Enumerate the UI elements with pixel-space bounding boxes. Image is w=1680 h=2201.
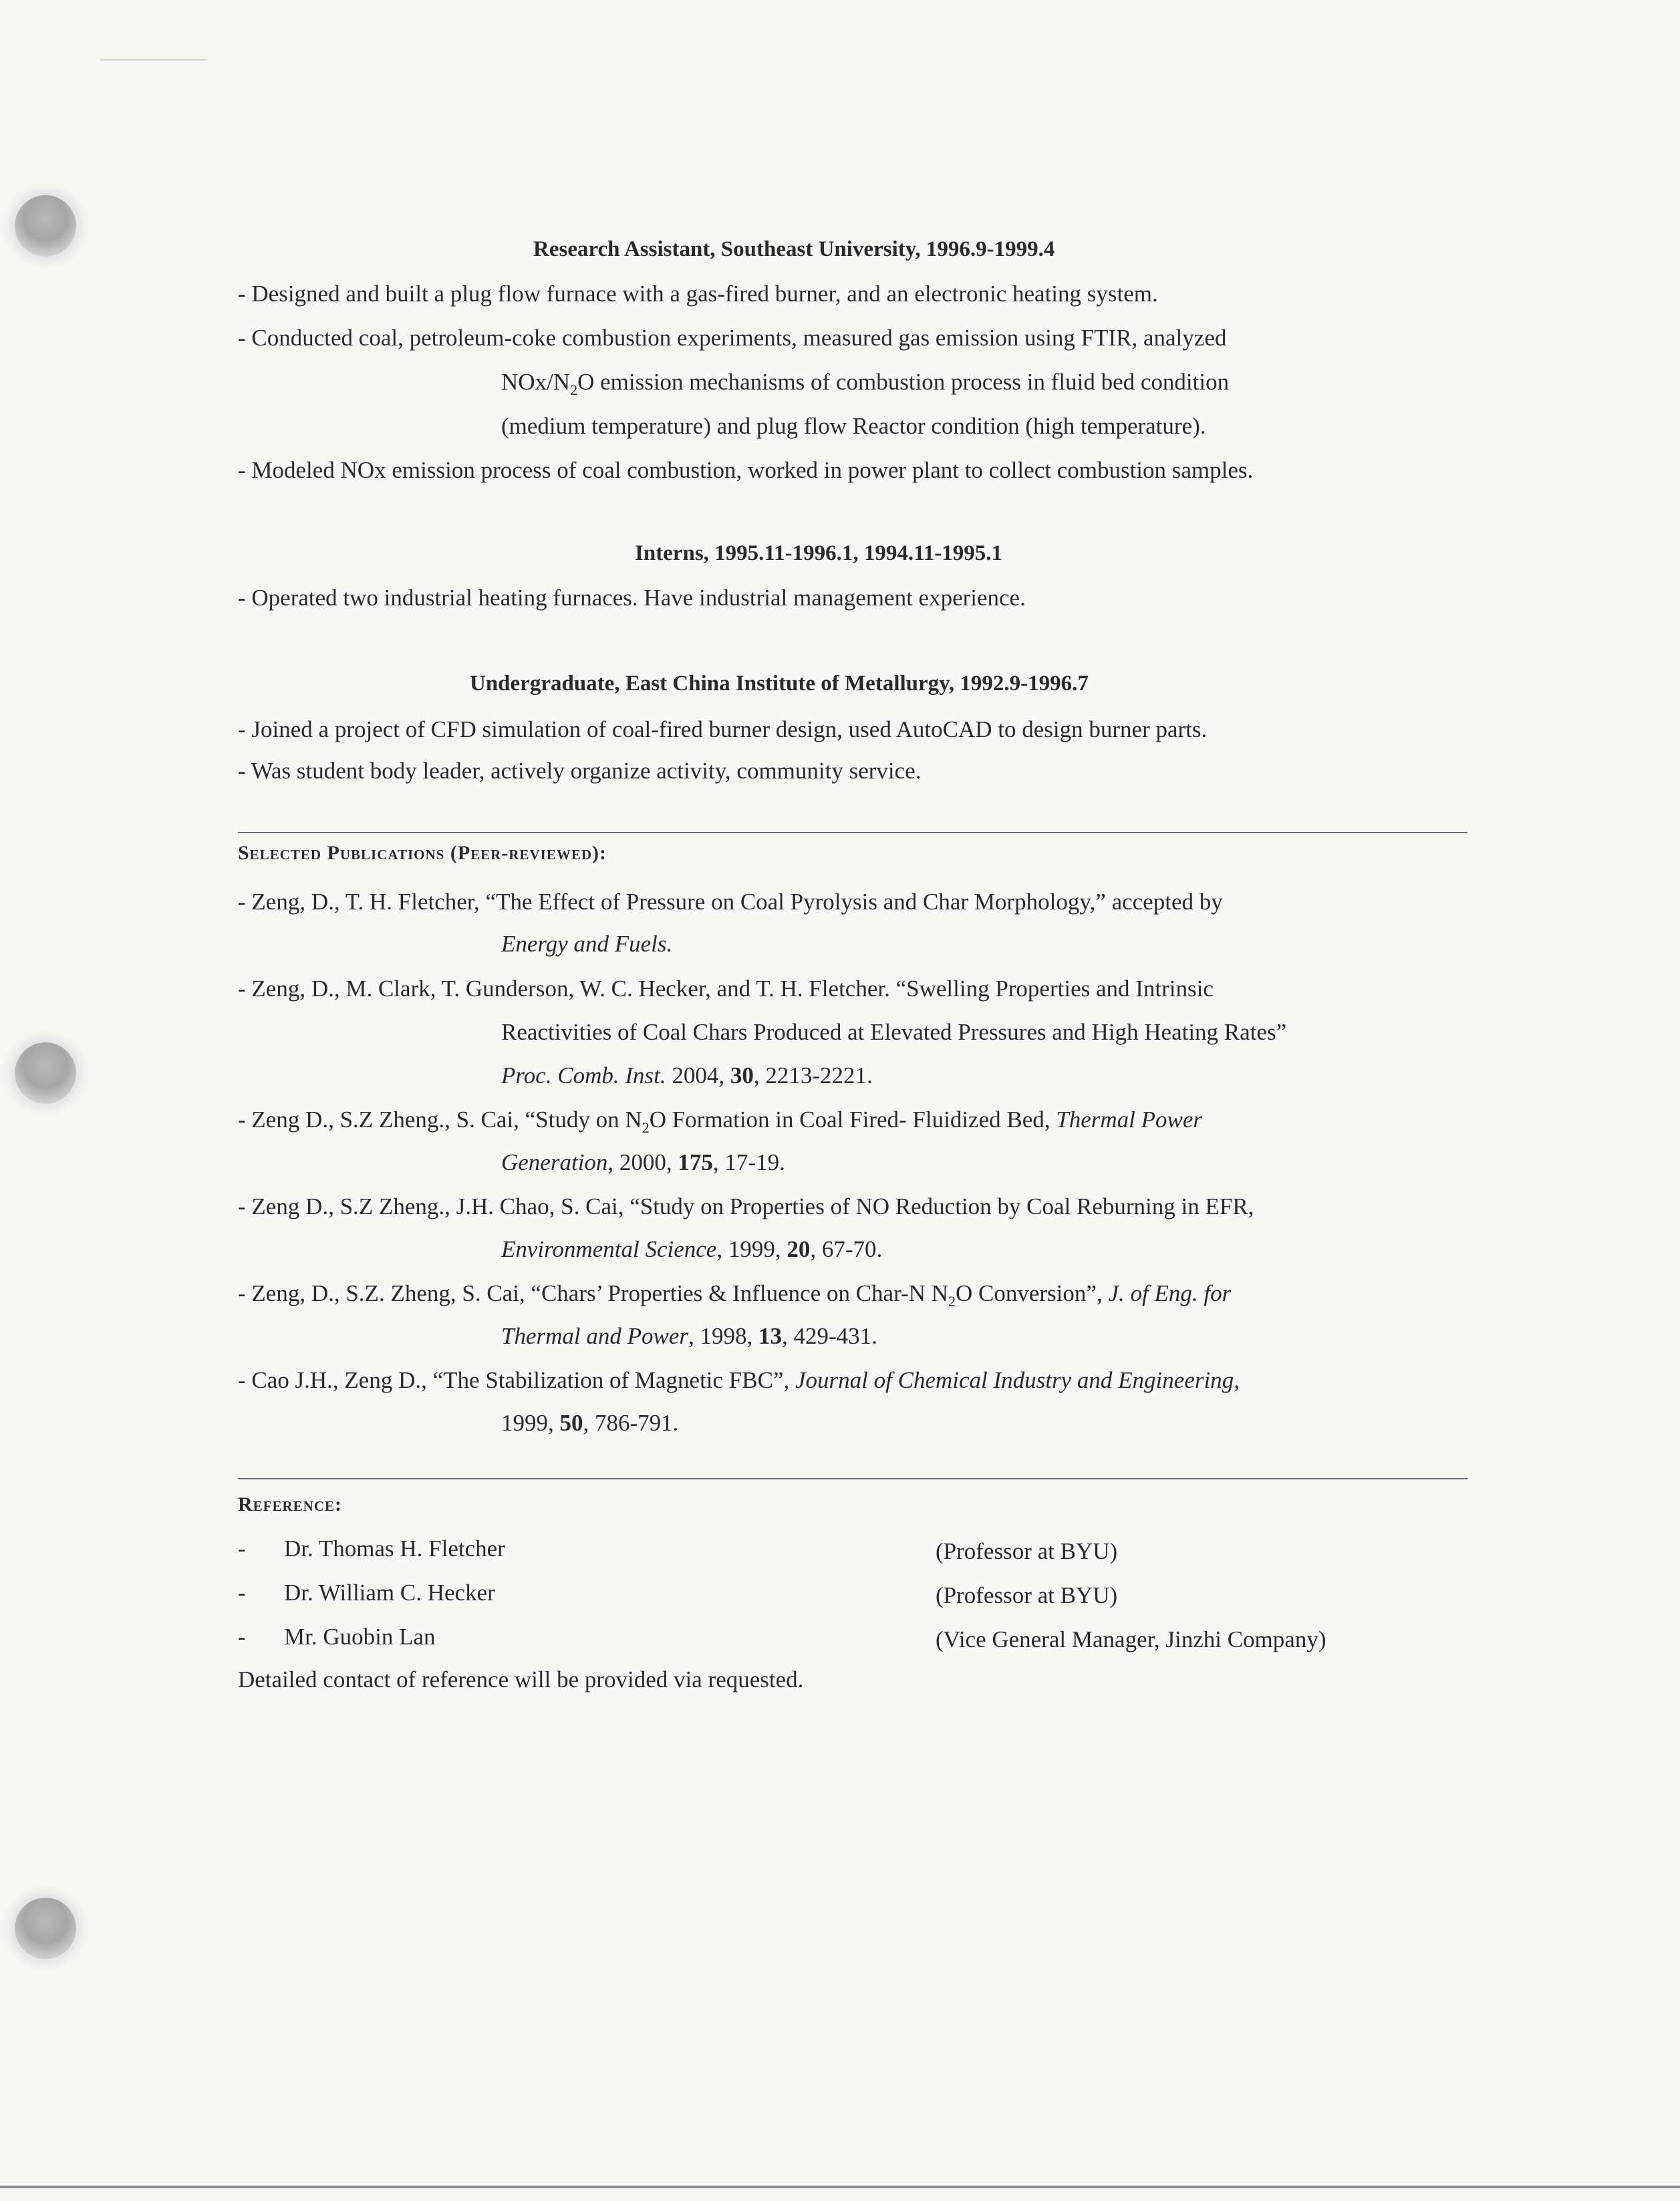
research-heading: Research Assistant, Southeast University, 1996.9-1999.4 [533,237,1055,261]
pub-1-line-2: Energy and Fuels. [501,931,673,957]
pub-2-line-2: Reactivities of Coal Chars Produced at Elevated Pressures and High Heating Rates” [501,1019,1287,1045]
pub-5-line-2: Thermal and Power, 1998, 13, 429-431. [501,1323,877,1349]
references-title: Reference: [238,1493,343,1515]
reference-1-dash: - [238,1535,246,1562]
pub-6-line-1: - Cao J.H., Zeng D., “The Stabilization of Magnetic FBC”, Journal of Chemical Industry and Engineering, [238,1367,1240,1393]
pub-3-line-2: Generation, 2000, 175, 17-19. [501,1149,785,1175]
pub-1-line-1: - Zeng, D., T. H. Fletcher, “The Effect of Pressure on Coal Pyrolysis and Char Morphology,” accepted by [238,889,1223,915]
reference-1-role: (Professor at BYU) [936,1538,1118,1564]
reference-3-dash: - [238,1624,246,1650]
reference-2-name: Dr. William C. Hecker [284,1580,495,1606]
page-bottom-edge [0,2186,1680,2188]
pub-4-line-2: Environmental Science, 1999, 20, 67-70. [501,1236,883,1262]
pub-5-line-1: - Zeng, D., S.Z. Zheng, S. Cai, “Chars’ Properties & Influence on Char-N $N_2O$ Conversion”, J. of Eng. for [238,1280,1232,1310]
pub-6-line-2: 1999, 50, 786-791. [501,1410,679,1436]
references-note: Detailed contact of reference will be provided via requested. [238,1666,804,1693]
reference-3-role: (Vice General Manager, Jinzhi Company) [936,1626,1326,1652]
punch-hole-bottom [15,1898,76,1959]
interns-bullet-1: - Operated two industrial heating furnaces. Have industrial management experience. [238,585,1026,611]
research-bullet-2-line-3: (medium temperature) and plug flow Reactor condition (high temperature). [501,413,1206,439]
pub-2-line-3: Proc. Comb. Inst. 2004, 30, 2213-2221. [501,1062,873,1088]
scan-mark [100,59,207,61]
research-bullet-1: - Designed and built a plug flow furnace with a gas-fired burner, and an electronic heating system. [238,281,1158,307]
divider-1 [238,832,1467,833]
undergrad-bullet-2: - Was student body leader, actively organize activity, community service. [238,758,922,784]
research-bullet-2-line-1: - Conducted coal, petroleum-coke combustion experiments, measured gas emission using FTIR, analyzed [238,325,1227,351]
undergrad-heading: Undergraduate, East China Institute of Metallurgy, 1992.9-1996.7 [470,672,1089,696]
research-bullet-2-line-2: NOx/$N_2O$ emission mechanisms of combustion process in fluid bed condition [501,369,1230,398]
interns-heading: Interns, 1995.11-1996.1, 1994.11-1995.1 [635,541,1003,565]
pub-4-line-1: - Zeng D., S.Z Zheng., J.H. Chao, S. Cai, “Study on Properties of NO Reduction by Coal Reburning in EFR, [238,1193,1254,1219]
pub-2-line-1: - Zeng, D., M. Clark, T. Gunderson, W. C. Hecker, and T. H. Fletcher. “Swelling Properties and Intrinsic [238,976,1214,1002]
reference-2-role: (Professor at BYU) [936,1582,1118,1608]
punch-hole-middle [15,1042,76,1104]
reference-2-dash: - [238,1580,246,1606]
punch-hole-top [15,195,76,257]
reference-1-name: Dr. Thomas H. Fletcher [284,1535,505,1562]
undergrad-bullet-1: - Joined a project of CFD simulation of coal-fired burner design, used AutoCAD to design burner parts. [238,716,1208,742]
publications-title: Selected Publications (Peer-reviewed): [238,842,607,864]
divider-2 [238,1478,1467,1479]
pub-3-line-1: - Zeng D., S.Z Zheng., S. Cai, “Study on $N_2O$ Formation in Coal Fired- Fluidized Bed, Thermal Power [238,1107,1202,1136]
research-bullet-3: - Modeled NOx emission process of coal combustion, worked in power plant to collect combustion samples. [238,457,1254,483]
reference-3-name: Mr. Guobin Lan [284,1624,436,1650]
